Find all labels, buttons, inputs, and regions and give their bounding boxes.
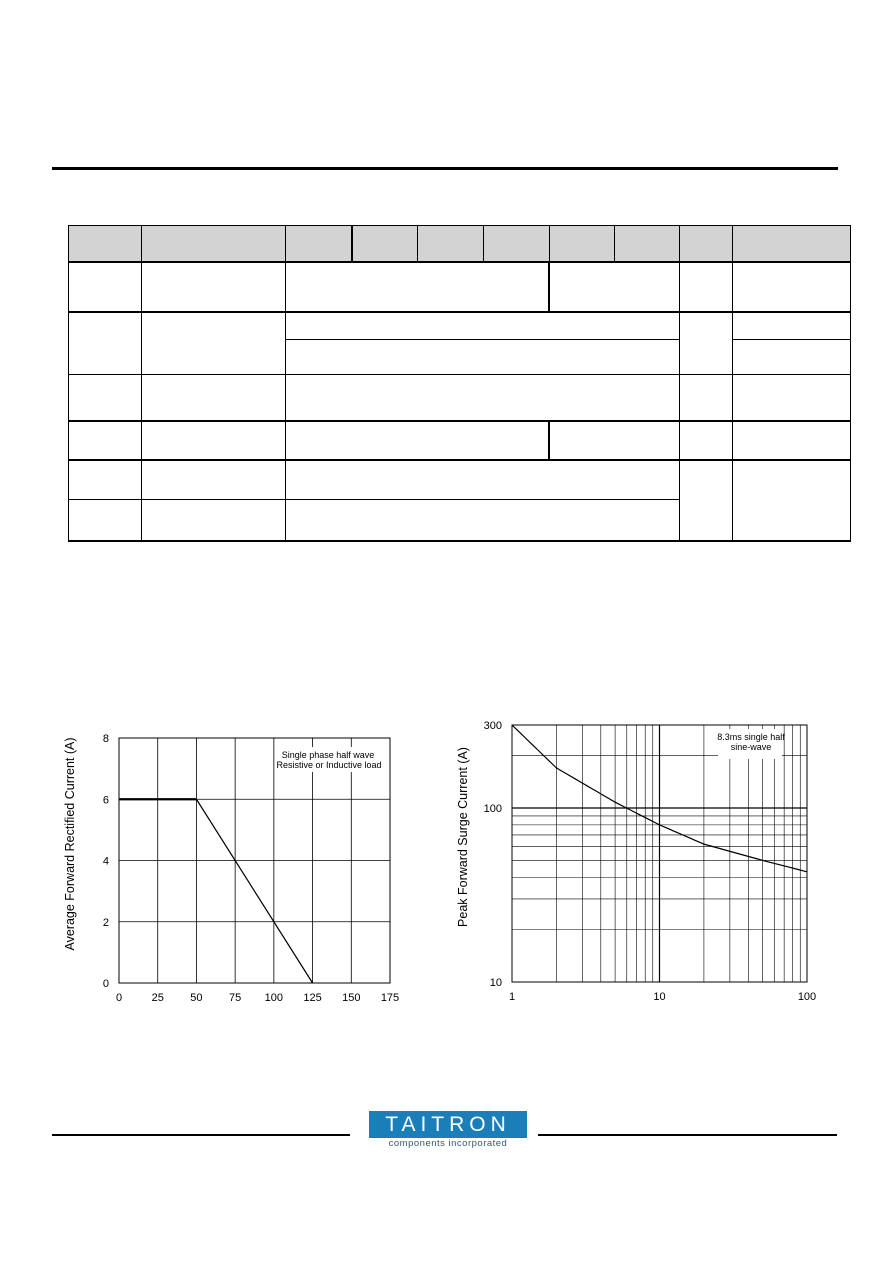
chart2-y-axis-label: Peak Forward Surge Current (A) <box>456 747 470 927</box>
chart2-y-tick: 10 <box>489 977 502 989</box>
chart1-series-line <box>119 799 313 983</box>
chart1-x-tick: 0 <box>115 992 123 1004</box>
spec-table <box>68 225 851 541</box>
chart1-y-tick: 8 <box>102 733 109 745</box>
chart2-annotation-line1: 8.3ms single half <box>717 732 785 742</box>
chart1-y-axis-label: Average Forward Rectified Current (A) <box>63 737 77 951</box>
taitron-logo-tagline: components incorporated <box>388 1138 508 1149</box>
chart1-x-tick: 125 <box>303 992 322 1004</box>
chart1-y-tick: 6 <box>102 794 109 807</box>
chart2-grid <box>512 725 807 982</box>
chart1-tick-labels <box>103 733 399 1004</box>
chart2-x-tick: 100 <box>797 991 817 1003</box>
taitron-logo: TAITRON <box>369 1111 527 1138</box>
chart1-y-tick: 4 <box>102 855 109 868</box>
chart1-x-tick: 50 <box>190 992 203 1004</box>
chart1-x-tick: 100 <box>264 992 284 1004</box>
chart2-y-tick: 100 <box>483 803 502 816</box>
chart1-y-tick: 2 <box>102 916 109 929</box>
chart1-y-tick: 0 <box>102 978 109 990</box>
chart2-x-tick: 1 <box>508 991 516 1003</box>
chart1-x-tick: 175 <box>380 992 400 1004</box>
forward-current-derating-chart <box>55 700 415 1020</box>
surge-current-chart <box>450 700 820 1020</box>
chart1-x-tick: 25 <box>151 992 164 1004</box>
chart1-annotation-line2: Resistive or Inductive load <box>276 760 382 770</box>
footer-rule-left <box>52 1134 350 1136</box>
chart2-annotation-line2: sine-wave <box>730 742 772 752</box>
chart1-grid <box>119 738 390 983</box>
chart1-x-tick: 150 <box>342 992 361 1004</box>
chart1-x-tick: 75 <box>229 992 242 1004</box>
footer-rule-right <box>538 1134 837 1136</box>
chart2-x-tick: 10 <box>653 991 666 1003</box>
table-header-row <box>68 225 851 262</box>
chart2-y-tick: 300 <box>483 720 502 732</box>
top-rule <box>52 167 838 170</box>
chart1-annotation-line1: Single phase half wave <box>281 750 375 760</box>
